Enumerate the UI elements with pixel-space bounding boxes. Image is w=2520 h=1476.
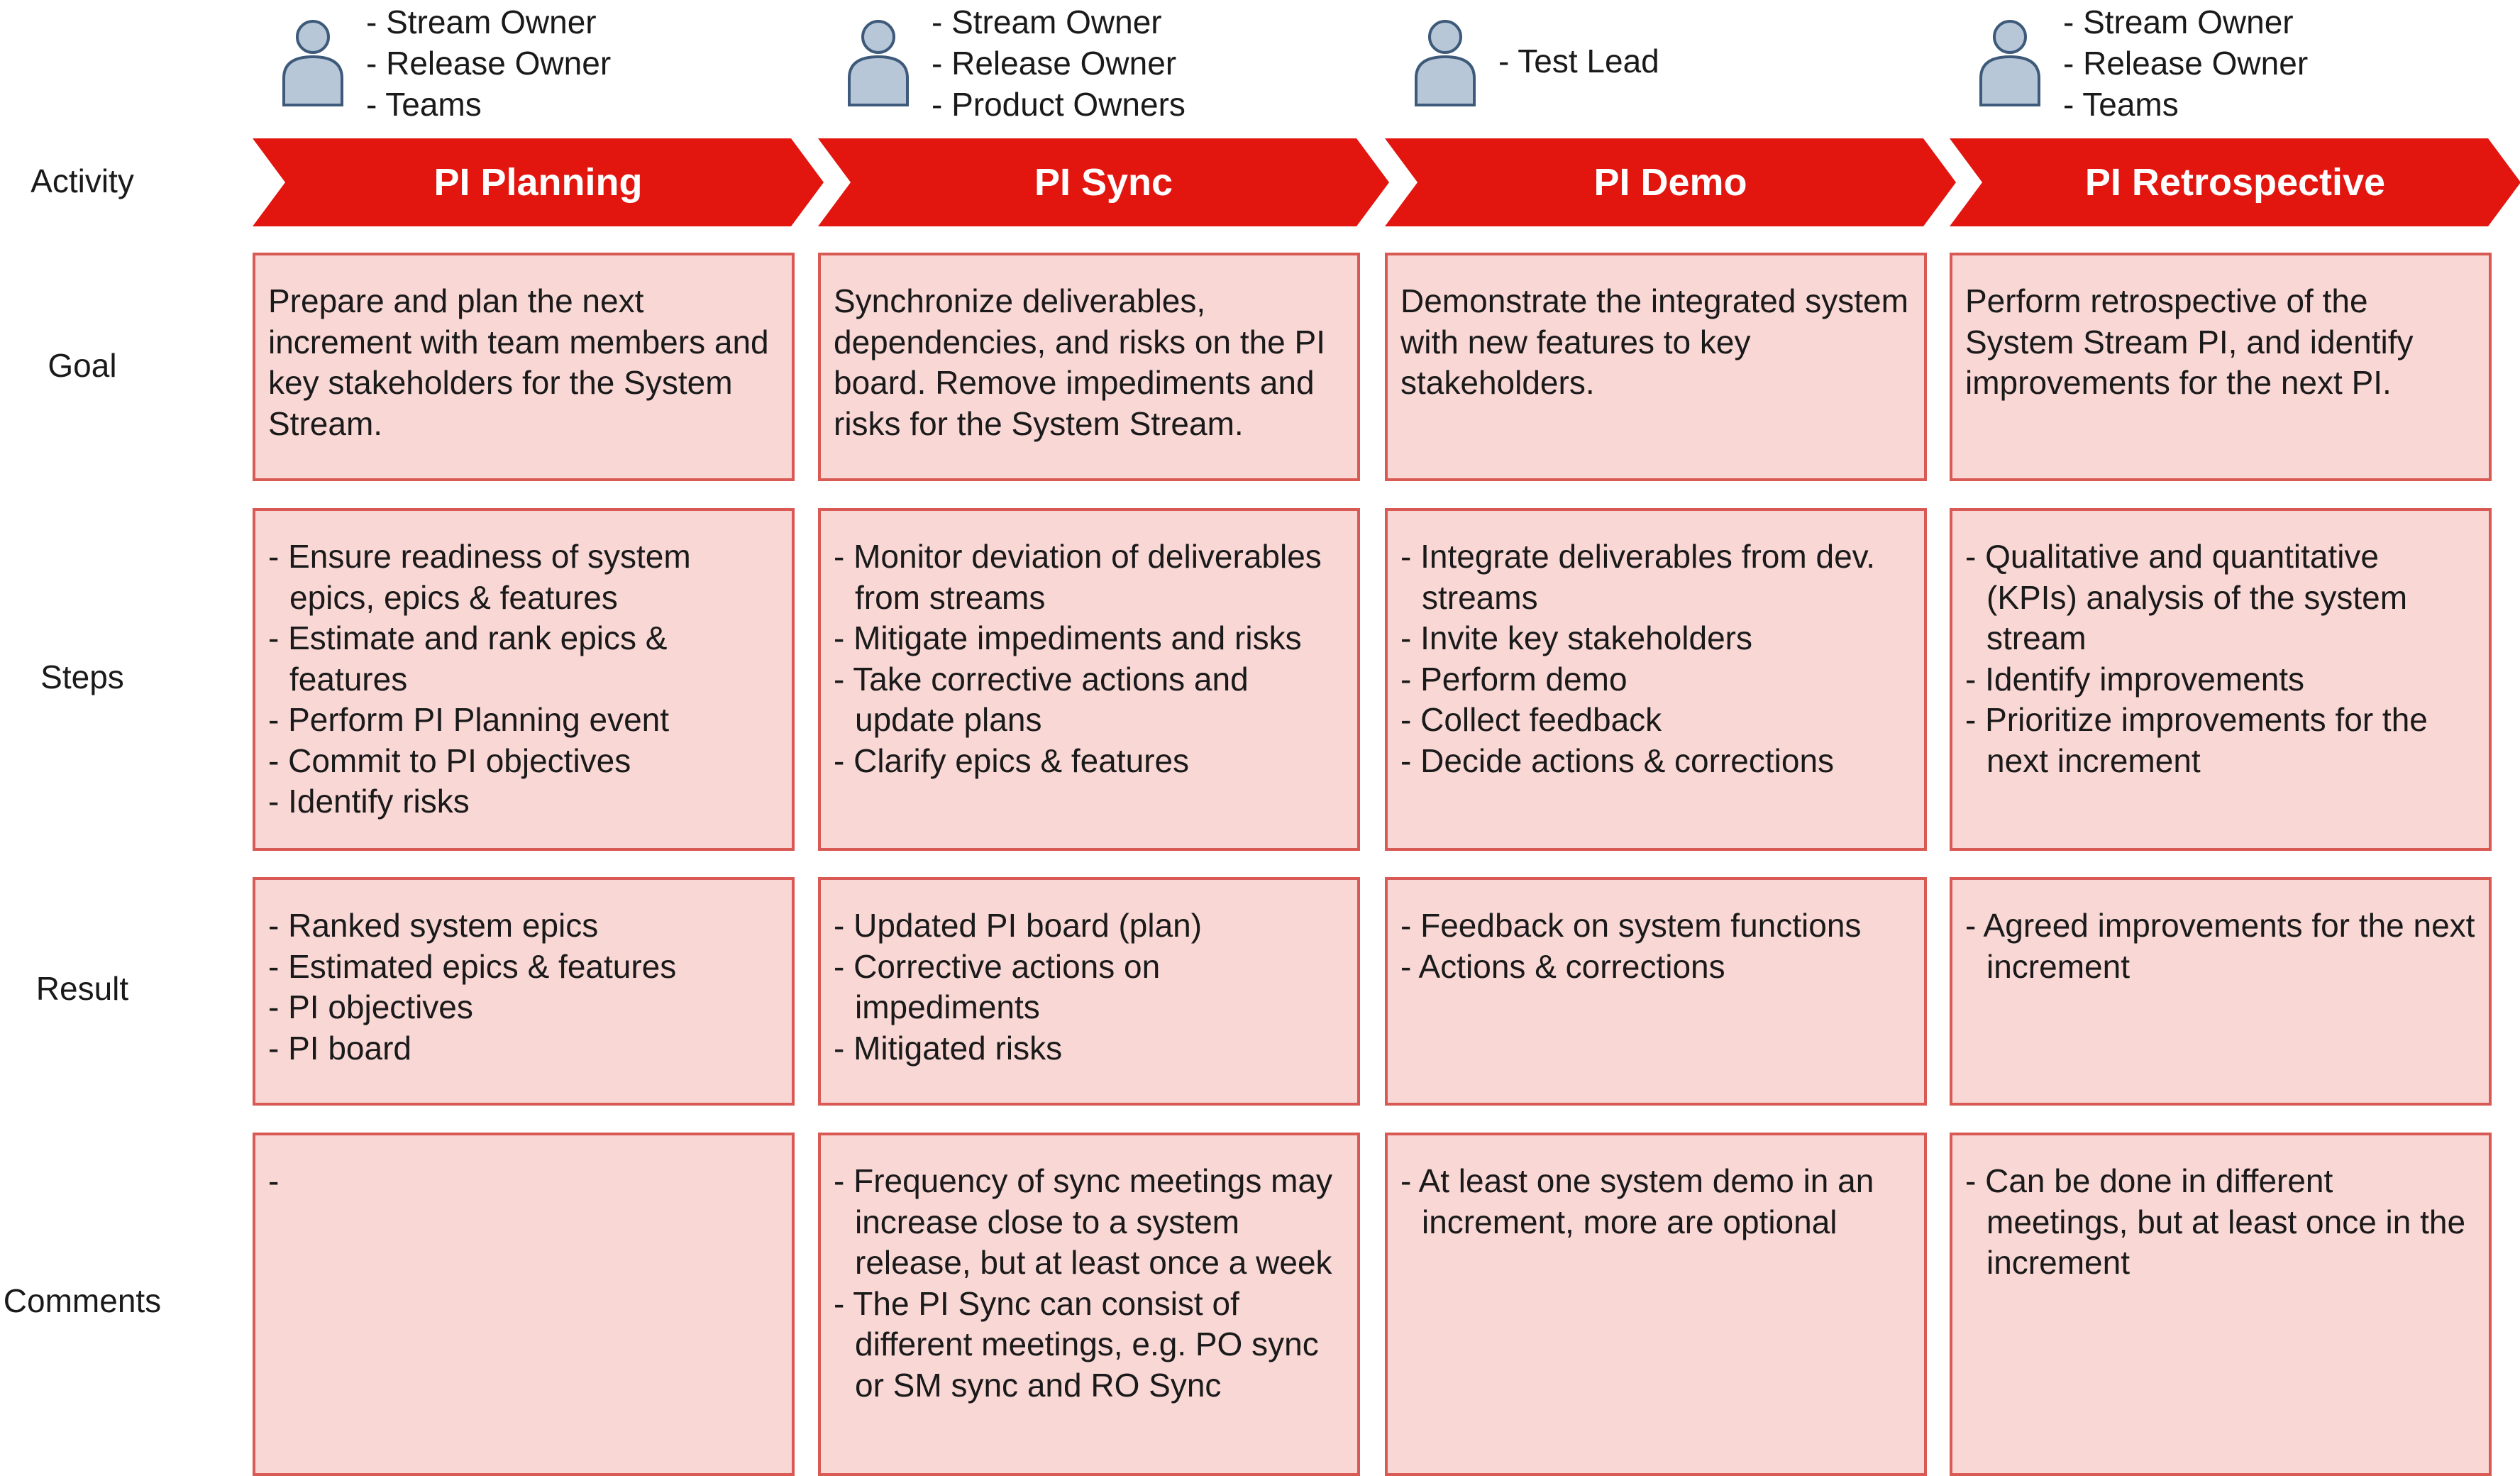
- activity-chevron-pi-planning: [253, 138, 824, 226]
- result-cell-pi-planning: [253, 877, 795, 1106]
- activity-chevron-pi-retrospective: [1950, 138, 2520, 226]
- role-item: - Teams: [366, 86, 482, 123]
- person-icon: [846, 16, 910, 108]
- list-item: - Mitigate impediments and risks: [834, 619, 1302, 656]
- list-item: - Integrate deliverables from dev. streams: [1400, 538, 1884, 616]
- list-item: - Mitigated risks: [834, 1029, 1063, 1067]
- goal-text: Prepare and plan the next increment with team members and key stakeholders for the System Stream.: [268, 282, 778, 442]
- goal-cell-pi-planning: [253, 253, 795, 481]
- role-list: [1498, 40, 1659, 82]
- result-cell-pi-demo: [1385, 877, 1927, 1106]
- list-item: - Actions & corrections: [1400, 947, 1725, 985]
- goal-cell-pi-retrospective: [1950, 253, 2492, 481]
- role-item: - Release Owner: [932, 45, 1177, 82]
- list-item: - PI objectives: [268, 988, 473, 1025]
- list-item: - Updated PI board (plan): [834, 907, 1203, 944]
- role-item: - Teams: [2063, 86, 2179, 123]
- person-icon: [1413, 16, 1477, 108]
- row-label-activity: Activity: [31, 163, 134, 199]
- comments-cell-pi-demo: [1385, 1133, 1927, 1476]
- list-item: - At least one system demo in an increment, more are optional: [1400, 1162, 1884, 1240]
- list-item: - Feedback on system functions: [1400, 907, 1862, 944]
- list-item: - The PI Sync can consist of different meetings, e.g. PO sync or SM sync and RO Sync: [834, 1284, 1328, 1404]
- roles-pi-retrospective: [1978, 0, 2489, 128]
- comments-cell-pi-sync: [818, 1133, 1360, 1476]
- list-item: - Collect feedback: [1400, 701, 1662, 738]
- goal-text: Demonstrate the integrated system with new features to key stakeholders.: [1400, 282, 1918, 401]
- comments-cell-pi-retrospective: [1950, 1133, 2492, 1476]
- result-cell-pi-sync: [818, 877, 1360, 1106]
- list-item: - Ensure readiness of system epics, epics & features: [268, 538, 700, 616]
- result-cell-pi-retrospective: [1950, 877, 2492, 1106]
- list-item: - Perform PI Planning event: [268, 701, 670, 738]
- list-item: - Identify risks: [268, 783, 470, 820]
- role-item: - Stream Owner: [366, 4, 597, 40]
- row-label-steps: Steps: [40, 659, 124, 695]
- activity-label: PI Planning: [433, 161, 643, 204]
- goal-cell-pi-sync: [818, 253, 1360, 481]
- role-item: - Product Owners: [932, 86, 1186, 123]
- role-item: - Test Lead: [1498, 43, 1659, 79]
- list-item: - Qualitative and quantitative (KPIs) analysis of the system stream: [1965, 538, 2416, 656]
- steps-cell-pi-sync: [818, 508, 1360, 851]
- role-list: [2063, 1, 2308, 125]
- list-item: - Can be done in different meetings, but at least once in the increment: [1965, 1162, 2475, 1281]
- activity-label: PI Retrospective: [2084, 161, 2386, 204]
- list-item: - Decide actions & corrections: [1400, 742, 1835, 779]
- list-item: - Estimate and rank epics & features: [268, 619, 677, 698]
- list-item: - Prioritize improvements for the next increment: [1965, 701, 2437, 779]
- activity-label: PI Sync: [1034, 161, 1173, 204]
- row-label-result: Result: [35, 970, 129, 1007]
- role-item: - Release Owner: [2063, 45, 2309, 82]
- list-item: - Monitor deviation of deliverables from streams: [834, 538, 1331, 616]
- role-item: - Stream Owner: [2063, 4, 2294, 40]
- steps-cell-pi-planning: [253, 508, 795, 851]
- row-label-comments: Comments: [3, 1282, 162, 1319]
- role-item: - Release Owner: [366, 45, 612, 82]
- person-icon: [1978, 16, 2042, 108]
- goal-text: Perform retrospective of the System Stream PI, and identify improvements for the next PI.: [1965, 282, 2423, 401]
- roles-pi-sync: [846, 0, 1357, 128]
- list-item: - Commit to PI objectives: [268, 742, 631, 779]
- role-item: - Stream Owner: [932, 4, 1162, 40]
- steps-cell-pi-demo: [1385, 508, 1927, 851]
- role-list: [366, 1, 611, 125]
- roles-pi-planning: [281, 0, 792, 128]
- list-item: -: [268, 1162, 280, 1199]
- goal-cell-pi-demo: [1385, 253, 1927, 481]
- activity-chevron-pi-demo: [1385, 138, 1956, 226]
- list-item: - Take corrective actions and update plans: [834, 660, 1258, 738]
- activity-chevron-pi-sync: [818, 138, 1389, 226]
- list-item: - Corrective actions on impediments: [834, 947, 1169, 1025]
- list-item: - Perform demo: [1400, 660, 1628, 698]
- list-item: - PI board: [268, 1029, 411, 1067]
- list-item: - Estimated epics & features: [268, 947, 677, 985]
- goal-text: Synchronize deliverables, dependencies, and risks on the PI board. Remove impediments and risks for the System Stream.: [834, 282, 1334, 442]
- list-item: - Clarify epics & features: [834, 742, 1190, 779]
- list-item: - Ranked system epics: [268, 907, 599, 944]
- activity-label: PI Demo: [1593, 161, 1747, 204]
- list-item: - Agreed improvements for the next increment: [1965, 907, 2485, 985]
- row-label-goal: Goal: [48, 347, 117, 384]
- list-item: - Identify improvements: [1965, 660, 2305, 698]
- person-icon: [281, 16, 345, 108]
- list-item: - Invite key stakeholders: [1400, 619, 1753, 656]
- role-list: [932, 1, 1186, 125]
- list-item: - Frequency of sync meetings may increase close to a system release, but at least once a week: [834, 1162, 1342, 1281]
- comments-cell-pi-planning: [253, 1133, 795, 1476]
- roles-pi-demo: [1413, 0, 1924, 128]
- steps-cell-pi-retrospective: [1950, 508, 2492, 851]
